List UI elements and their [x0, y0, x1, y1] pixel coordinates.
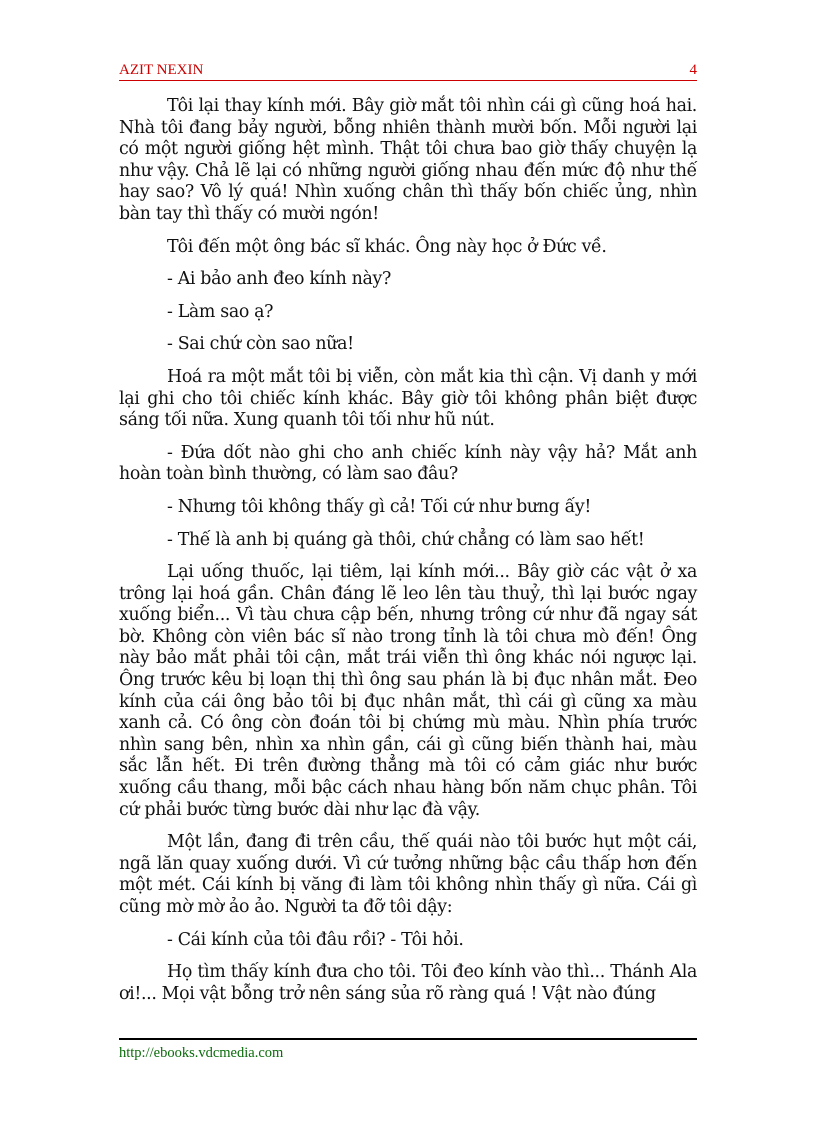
- paragraph: Lại uống thuốc, lại tiêm, lại kính mới... Bây giờ các vật ở xa trông lại hoá gần. Chân đáng lẽ leo lên tàu thuỷ, thì lại bước ngay xuống biển... Vì tàu chưa cập bến, nhưng trông cứ như đã ngay sát bờ. Không còn viên bác sĩ nào trong tỉnh là tôi chưa mò đến! Ông này bảo mắt phải tôi cận, mắt trái viễn thì ông khác nói ngược lại. Ông trước kêu bị loạn thị thì ông sau phán là bị đục nhân mắt. Đeo kính của cái ông bảo tôi bị đục nhân mắt, thì cái gì cũng xa màu xanh cả. Có ông còn đoán tôi bị chứng mù màu. Nhìn phía trước nhìn sang bên, nhìn xa nhìn gần, cái gì cũng biến thành hai, màu sắc lẫn hết. Đi trên đường thẳng mà tôi có cảm giác như bước xuống cầu thang, mỗi bậc cách nhau hàng bốn năm chục phân. Tôi cứ phải bước từng bước dài như lạc đà vậy.: [119, 562, 697, 820]
- paragraph: Tôi lại thay kính mới. Bây giờ mắt tôi nhìn cái gì cũng hoá hai. Nhà tôi đang bảy người, bỗng nhiên thành mười bốn. Mỗi người lại có một người giống hệt mình. Thật tôi chưa bao giờ thấy chuyện lạ như vậy. Chả lẽ lại có những người giống nhau đến mức độ như thế hay sao? Vô lý quá! Nhìn xuống chân thì thấy bốn chiếc ủng, nhìn bàn tay thì thấy có mười ngón!: [119, 96, 697, 224]
- dialogue-line: - Ai bảo anh đeo kính này?: [167, 269, 391, 290]
- dialogue-line: - Nhưng tôi không thấy gì cả! Tối cứ như bưng ấy!: [167, 496, 591, 517]
- dialogue-line: - Thế là anh bị quáng gà thôi, chứ chẳng có làm sao hết!: [167, 529, 645, 550]
- body-text: [119, 96, 697, 1016]
- footer-url[interactable]: http://ebooks.vdcmedia.com: [119, 1045, 284, 1061]
- paragraph: Tôi đến một ông bác sĩ khác. Ông này học ở Đức về.: [167, 236, 607, 257]
- dialogue-line: - Đứa dốt nào ghi cho anh chiếc kính này vậy hả? Mắt anh hoàn toàn bình thường, có làm sao đâu?: [119, 442, 697, 485]
- paragraph: Họ tìm thấy kính đưa cho tôi. Tôi đeo kính vào thì... Thánh Ala ơi!... Mọi vật bỗng trở nên sáng sủa rõ ràng quá ! Vật nào đúng: [119, 962, 697, 1004]
- footer-divider: [119, 1038, 697, 1040]
- dialogue-line: - Làm sao ạ?: [167, 301, 274, 322]
- page-number: 4: [689, 62, 697, 78]
- book-author-title: AZIT NEXIN: [119, 62, 204, 78]
- header-divider: [119, 80, 697, 81]
- paragraph: Hoá ra một mắt tôi bị viễn, còn mắt kia thì cận. Vị danh y mới lại ghi cho tôi chiếc kính khác. Bây giờ tôi không phân biệt được sáng tối nữa. Xung quanh tôi tối như hũ nút.: [119, 366, 697, 431]
- paragraph: Một lần, đang đi trên cầu, thế quái nào tôi bước hụt một cái, ngã lăn quay xuống dưới. Vì cứ tưởng những bậc cầu thấp hơn đến một mét. Cái kính bị văng đi làm tôi không nhìn thấy gì nữa. Cái gì cũng mờ mờ ảo ảo. Người ta đỡ tôi dậy:: [119, 832, 697, 917]
- dialogue-line: - Cái kính của tôi đâu rồi? - Tôi hỏi.: [167, 929, 464, 950]
- running-header: [119, 62, 697, 82]
- dialogue-line: - Sai chứ còn sao nữa!: [167, 334, 354, 355]
